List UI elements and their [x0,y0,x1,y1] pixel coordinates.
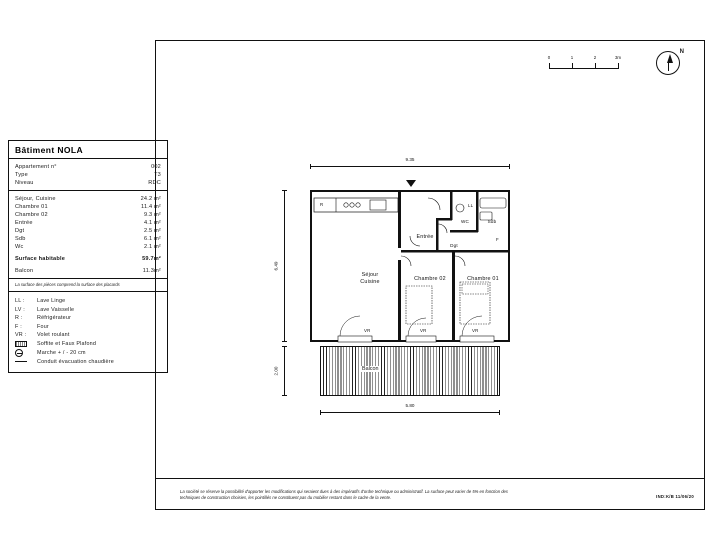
room-label: Wc [15,244,24,250]
apartment-number-label: Appartement n° [15,164,57,170]
abbreviation-row [15,297,161,306]
room-area: 6.1 m² [143,236,161,242]
scale-tick-label: 1 [570,55,574,60]
closet-surface-note: La surface des pièces comprend la surface des placards [9,279,167,292]
abbr-text: Volet roulant [37,332,70,339]
habitable-surface-value: 59.7m² [142,256,161,262]
step-symbol [15,349,37,358]
room-label-chambre-01: Chambre 01 [467,276,499,282]
appliance-label-four: F [496,237,499,242]
abbreviations-block [9,292,167,372]
balcony-label: Balcon [15,268,34,274]
dimension-bottom-value: 5.80 [405,403,415,408]
abbr-text: Réfrigérateur [37,315,72,322]
abbreviation-row [15,340,161,349]
abbr-text: Lave Vaisselle [37,306,75,313]
balcony-value: 11.3m² [142,268,161,274]
scale-tick-label: 3m [614,55,622,60]
room-label: Entrée [15,220,33,226]
room-areas-block [9,191,167,279]
habitable-surface-row [15,255,161,263]
room-area: 9.3 m² [143,212,161,218]
habitable-surface-label: Surface habitable [15,256,66,262]
room-label-chambre-02: Chambre 02 [414,276,446,282]
room-label-sdb: Sdb [487,219,497,224]
identification-row [15,171,161,179]
abbr-code: VR : [15,332,27,339]
room-area: 4.1 m² [143,220,161,226]
room-area: 2.5 m² [143,228,161,234]
room-area-row [15,195,161,203]
abbreviation-row [15,331,161,340]
abbr-code: R : [15,315,23,322]
abbr-code: LV : [15,306,25,313]
abbr-text: Marche + / - 20 cm [37,349,86,356]
legal-disclaimer: La société se réserve la possibilité d'apporter les modifications qui seraient dues à des impératifs d'ordre technique ou administratif. La surface peut varier de 5% en fonction des techniques de construction choisies, les pointillés ne constituent pas du mobilier restant dans le cadre de la vente. [180,488,508,500]
abbreviation-row [15,314,161,323]
abbr-code: LL : [15,298,25,304]
drawing-reference-code: IND:K/B 11/06/20 [656,494,694,499]
duct-line-icon [15,361,27,362]
type-value: T3 [154,172,161,178]
room-area: 2.1 m² [143,244,161,250]
room-label-wc: WC [460,219,470,224]
dimension-left [273,190,290,342]
apartment-number-value: 002 [151,164,161,170]
room-label-sejour-cuisine: Séjour Cuisine [360,272,380,285]
abbreviation-row [15,323,161,332]
abbr-text: Soffite et Faux Plafond [37,340,97,347]
room-area-row [15,243,161,251]
scale-tick-label: 0 [547,55,551,60]
scale-tick-label: 2 [593,55,597,60]
identification-block [9,159,167,191]
duct-symbol [15,358,37,367]
room-area-row [15,227,161,235]
room-area: 11.4 m² [141,204,161,210]
entrance-arrow-icon [406,180,416,187]
room-label: Chambre 01 [15,204,48,210]
building-title: Bâtiment NOLA [9,141,167,159]
abbreviation-row [15,306,161,315]
room-area-row [15,203,161,211]
room-area-row [15,235,161,243]
dimension-top-value: 9.35 [405,157,415,162]
identification-row [15,163,161,171]
soffite-symbol [15,340,37,349]
appliance-label-refrigerateur: R [320,202,324,207]
level-label: Niveau [15,180,34,186]
dimension-top [310,157,510,172]
dimension-balcony-depth [273,346,290,396]
abbreviation-row [15,349,161,358]
shutter-label-vr-1: VR [364,328,371,333]
room-label: Séjour, Cuisine [15,196,56,202]
room-area-row [15,211,161,219]
step-marker-icon [15,349,23,357]
abbr-code: F : [15,323,22,330]
room-label-entree: Entrée [416,234,434,240]
abbr-text: Lave Linge [37,298,66,304]
annex-row [15,267,161,275]
room-label: Chambre 02 [15,212,48,218]
appliance-label-lave-linge: LL [468,203,474,208]
shutter-label-vr-2: VR [420,328,427,333]
frame-footer-divider [156,478,704,479]
dimension-bottom [320,403,500,418]
room-area-row [15,219,161,227]
level-value: RDC [148,180,161,186]
dimension-left-value: 6.49 [273,261,279,271]
north-arrow-icon [656,51,682,77]
info-panel [8,140,168,373]
abbr-text: Conduit évacuation chaudière [37,358,114,365]
identification-row [15,179,161,187]
plan-linework [310,190,510,342]
abbr-text: Four [37,323,49,330]
shutter-label-vr-3: VR [472,328,479,333]
scale-bar [547,55,622,71]
room-label-dgt: Dgt [450,243,458,248]
floor-plan [273,157,510,420]
room-label: Sdb [15,236,26,242]
abbreviation-row [15,358,161,367]
room-label: Dgt [15,228,25,234]
north-label: N [679,49,684,55]
type-label: Type [15,172,28,178]
balcony-label: Balcon [362,366,379,372]
balcony-area [320,346,500,396]
dimension-balcony-depth-value: 2.00 [273,366,279,376]
hatch-pattern-icon [15,341,27,347]
room-area: 24.2 m² [140,196,161,202]
scale-ticks [549,63,619,69]
